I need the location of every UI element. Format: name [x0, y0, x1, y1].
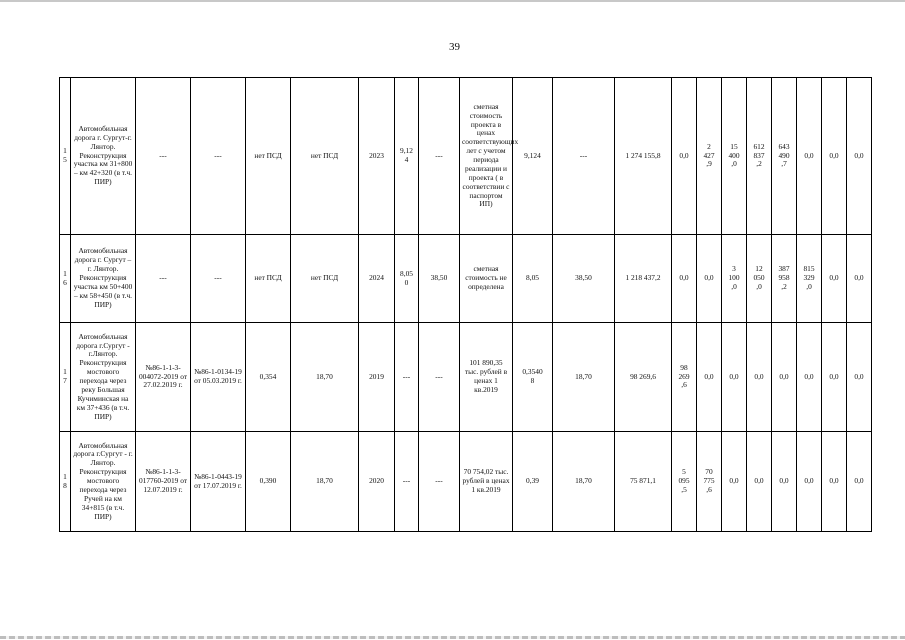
- cell-length-plan: 8,05 0: [395, 235, 419, 323]
- cell-width: ---: [553, 78, 615, 235]
- cell-total: 75 871,1: [615, 432, 672, 532]
- table-row: [60, 323, 872, 432]
- cell-year-1: 5 095 ,5: [672, 432, 697, 532]
- page-bottom-edge: [0, 636, 905, 639]
- cell-total: 1 218 437,2: [615, 235, 672, 323]
- cell-year-2: 70 775 ,6: [697, 432, 722, 532]
- cell-approval-order: №86-1-0134-19 от 05.03.2019 г.: [191, 323, 246, 432]
- cell-length: 0,39: [513, 432, 553, 532]
- cell-length: 0,3540 8: [513, 323, 553, 432]
- cell-row-number: 1 6: [60, 235, 71, 323]
- table-row: [60, 432, 872, 532]
- cell-year: 2019: [359, 323, 395, 432]
- cell-year-1: 0,0: [672, 78, 697, 235]
- cell-estimated-cost: сметная стоимость проекта в ценах соответствующих лет с учетом периода реализации и проекта ( в соответствии с паспортом ИП): [460, 78, 513, 235]
- table-row: [60, 235, 872, 323]
- cell-total: 1 274 155,8: [615, 78, 672, 235]
- cell-expertise-conclusion: ---: [136, 235, 191, 323]
- page-top-edge: [0, 0, 905, 2]
- cell-year-4: 0,0: [747, 323, 772, 432]
- cell-year-3: 15 400 ,0: [722, 78, 747, 235]
- cell-length-psd: 0,390: [246, 432, 291, 532]
- cell-year-5: 0,0: [772, 432, 797, 532]
- page-number: 39: [449, 41, 460, 53]
- cell-year-4: 12 050 ,0: [747, 235, 772, 323]
- cell-year-7: 0,0: [822, 78, 847, 235]
- cell-approval-order: ---: [191, 78, 246, 235]
- cell-year-6: 0,0: [797, 432, 822, 532]
- cell-year-6: 0,0: [797, 78, 822, 235]
- cell-width-plan: ---: [419, 78, 460, 235]
- cell-object-name: Автомобильная дорога г.Сургут - г.Лянтор. Реконструкция мостового перехода через реку Большая Кучиминская на км 37+436 (в т.ч. ПИР): [71, 323, 136, 432]
- cell-year-1: 0,0: [672, 235, 697, 323]
- cell-year-7: 0,0: [822, 432, 847, 532]
- cell-length-plan: 9,12 4: [395, 78, 419, 235]
- cell-year-5: 643 490 ,7: [772, 78, 797, 235]
- cell-year-2: 0,0: [697, 323, 722, 432]
- table-row: [60, 78, 872, 235]
- cell-width-plan: ---: [419, 432, 460, 532]
- cell-year-2: 2 427 ,9: [697, 78, 722, 235]
- cell-year-4: 612 837 ,2: [747, 78, 772, 235]
- cell-total: 98 269,6: [615, 323, 672, 432]
- cell-length-plan: ---: [395, 432, 419, 532]
- cell-object-name: Автомобильная дорога г.Сургут - г. Лянтор. Реконструкция мостового перехода через Ручей на км 34+815 (в т.ч. ПИР): [71, 432, 136, 532]
- cell-year-4: 0,0: [747, 432, 772, 532]
- cell-width: 38,50: [553, 235, 615, 323]
- cell-expertise-conclusion: №86-1-1-3-004072-2019 от 27.02.2019 г.: [136, 323, 191, 432]
- cell-width-psd: нет ПСД: [291, 235, 359, 323]
- cell-year-6: 815 329 ,0: [797, 235, 822, 323]
- cell-width: 18,70: [553, 432, 615, 532]
- cell-length: 9,124: [513, 78, 553, 235]
- cell-year-6: 0,0: [797, 323, 822, 432]
- cell-width-plan: ---: [419, 323, 460, 432]
- cell-estimated-cost: 101 890,35 тыс. рублей в ценах 1 кв.2019: [460, 323, 513, 432]
- cell-year-7: 0,0: [822, 235, 847, 323]
- cell-length-psd: нет ПСД: [246, 78, 291, 235]
- cell-year: 2024: [359, 235, 395, 323]
- cell-year-1: 98 269 ,6: [672, 323, 697, 432]
- cell-length-psd: 0,354: [246, 323, 291, 432]
- cell-length: 8,05: [513, 235, 553, 323]
- cell-year-3: 3 100 ,0: [722, 235, 747, 323]
- cell-object-name: Автомобильная дорога г. Сургут-г. Лянтор. Реконструкция участка км 31+800 – км 42+320 (в т.ч. ПИР): [71, 78, 136, 235]
- cell-row-number: 1 8: [60, 432, 71, 532]
- cell-year-5: 387 958 ,2: [772, 235, 797, 323]
- cell-year: 2023: [359, 78, 395, 235]
- cell-approval-order: №86-1-0443-19 от 17.07.2019 г.: [191, 432, 246, 532]
- cell-year: 2020: [359, 432, 395, 532]
- cell-year-5: 0,0: [772, 323, 797, 432]
- cell-object-name: Автомобильная дорога г. Сургут – г. Лянтор. Реконструкция участка км 50+400 – км 58+450 (в т.ч. ПИР): [71, 235, 136, 323]
- cell-year-8: 0,0: [847, 235, 872, 323]
- cell-width: 18,70: [553, 323, 615, 432]
- cell-width-plan: 38,50: [419, 235, 460, 323]
- cell-estimated-cost: сметная стоимость не определена: [460, 235, 513, 323]
- cell-year-3: 0,0: [722, 323, 747, 432]
- cell-row-number: 1 5: [60, 78, 71, 235]
- cell-year-8: 0,0: [847, 78, 872, 235]
- cell-row-number: 1 7: [60, 323, 71, 432]
- cell-estimated-cost: 70 754,02 тыс. рублей в ценах 1 кв.2019: [460, 432, 513, 532]
- cell-width-psd: нет ПСД: [291, 78, 359, 235]
- cell-length-psd: нет ПСД: [246, 235, 291, 323]
- cell-year-2: 0,0: [697, 235, 722, 323]
- cell-year-7: 0,0: [822, 323, 847, 432]
- cell-year-8: 0,0: [847, 432, 872, 532]
- cell-width-psd: 18,70: [291, 323, 359, 432]
- cell-approval-order: ---: [191, 235, 246, 323]
- cell-year-3: 0,0: [722, 432, 747, 532]
- projects-table: [59, 77, 872, 532]
- cell-year-8: 0,0: [847, 323, 872, 432]
- cell-width-psd: 18,70: [291, 432, 359, 532]
- cell-expertise-conclusion: ---: [136, 78, 191, 235]
- cell-expertise-conclusion: №86-1-1-3-017760-2019 от 12.07.2019 г.: [136, 432, 191, 532]
- cell-length-plan: ---: [395, 323, 419, 432]
